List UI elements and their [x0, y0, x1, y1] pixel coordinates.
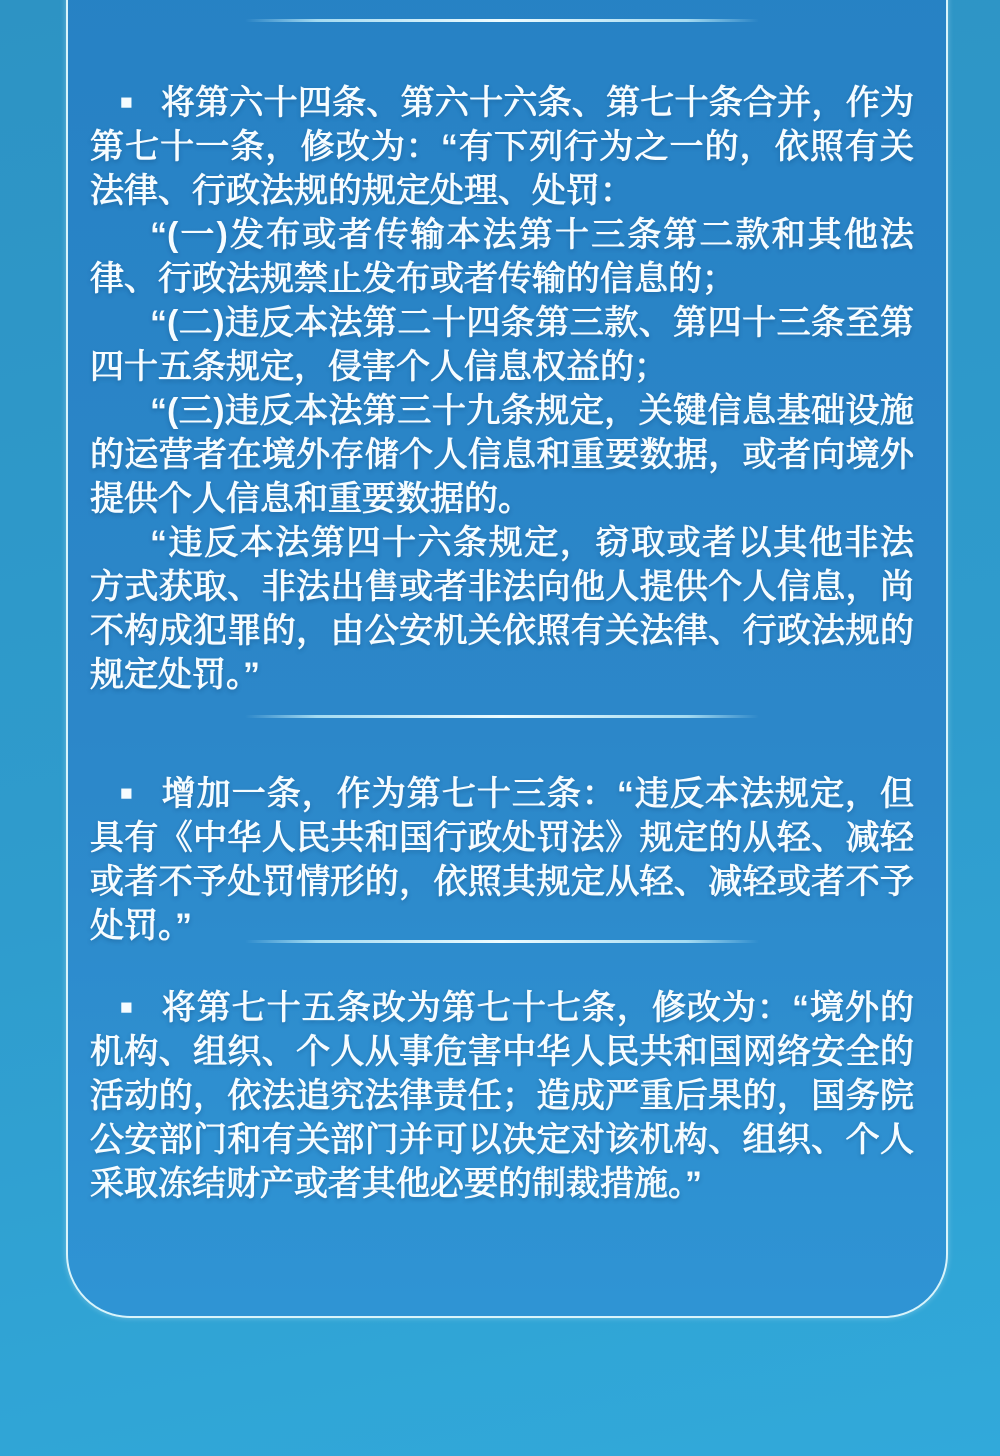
bullet-square-icon: ■: [120, 91, 133, 114]
bullet-square-icon: ■: [120, 996, 133, 1019]
paragraph-item-1: “(一)发布或者传输本法第十三条第二款和其他法律、行政法规禁止发布或者传输的信息的；: [90, 216, 914, 298]
paragraph-closing: “违反本法第四十六条规定，窃取或者以其他非法方式获取、非法出售或者非法向他人提供个人信息，尚不构成犯罪的，由公安机关依照有关法律、行政法规的规定处罚。”: [90, 524, 914, 694]
amendment-section-article-71: [90, 81, 914, 697]
paragraph-item-3: “(三)违反本法第三十九条规定，关键信息基础设施的运营者在境外存储个人信息和重要数据，或者向境外提供个人信息和重要数据的。: [90, 392, 914, 518]
bullet-square-icon: ■: [120, 782, 133, 805]
amendment-section-article-73: [90, 772, 914, 948]
section-divider-bottom: [245, 940, 759, 943]
paragraph-text: 将第七十五条改为第七十七条，修改为：“境外的机构、组织、个人从事危害中华人民共和国网络安全的活动的，依法追究法律责任；造成严重后果的，国务院公安部门和有关部门并可以决定对该机构、组织、个人采取冻结财产或者其他必要的制裁措施。”: [90, 989, 914, 1203]
content-card: [66, 0, 948, 1318]
paragraph-bullet: [90, 81, 914, 213]
amendment-section-article-77: [90, 986, 914, 1206]
paragraph-text: 将第六十四条、第六十六条、第七十条合并，作为第七十一条，修改为：“有下列行为之一的，依照有关法律、行政法规的规定处理、处罚：: [90, 84, 914, 210]
paragraph-item-2: “(二)违反本法第二十四条第三款、第四十三条至第四十五条规定，侵害个人信息权益的；: [90, 304, 914, 386]
paragraph-text: 增加一条，作为第七十三条：“违反本法规定，但具有《中华人民共和国行政处罚法》规定的从轻、减轻或者不予处罚情形的，依照其规定从轻、减轻或者不予处罚。”: [90, 775, 914, 945]
section-divider-top: [245, 19, 759, 22]
section-divider-middle: [245, 715, 759, 718]
paragraph-bullet: [90, 772, 914, 948]
paragraph-bullet: [90, 986, 914, 1206]
